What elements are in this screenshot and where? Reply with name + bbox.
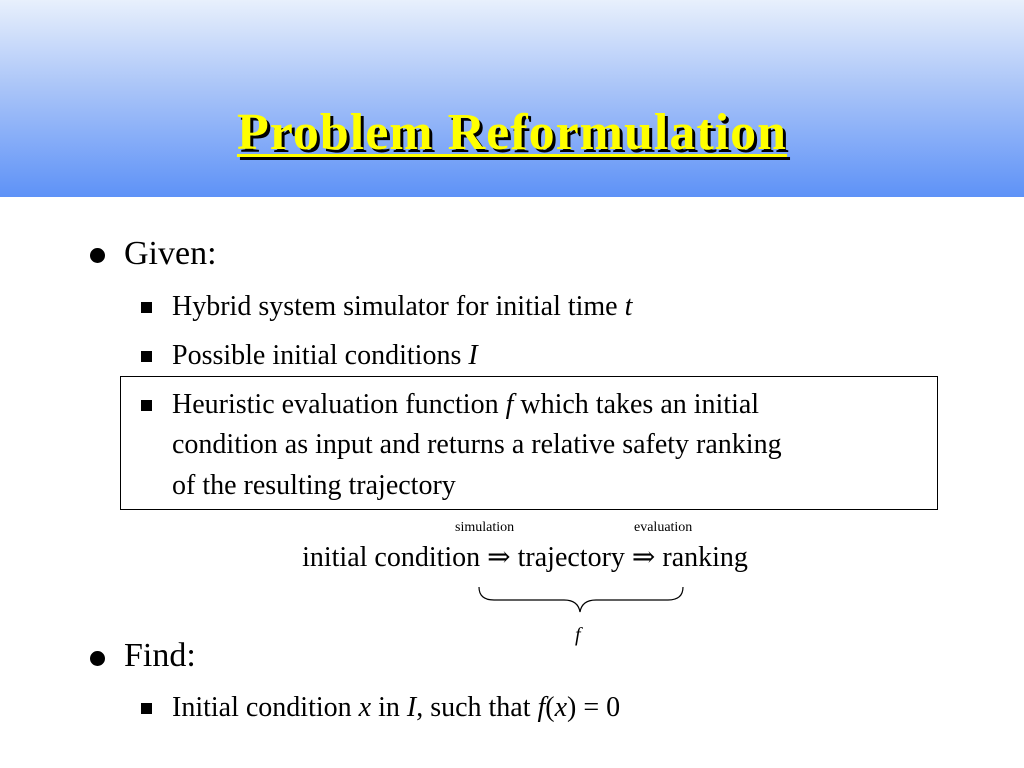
- simulation-label: simulation: [455, 520, 515, 535]
- bullet-dot-find: [90, 651, 105, 666]
- bullet-square-4: [141, 703, 152, 714]
- given-item-heuristic-line1: [172, 385, 759, 425]
- given-item-heuristic-line3: of the resulting trajectory: [172, 470, 456, 501]
- heuristic-text-b: which takes an initial: [513, 389, 760, 420]
- find-text-3: , such that: [416, 692, 538, 723]
- given-item-heuristic-line2: condition as input and returns a relative safety ranking: [172, 429, 782, 460]
- given-label: Given:: [124, 235, 217, 272]
- flow-term-initial-condition: initial condition: [302, 542, 481, 573]
- brace-label-f: f: [575, 624, 581, 646]
- find-item: [172, 688, 620, 728]
- given-item-conditions-text: Possible initial conditions: [172, 340, 469, 371]
- given-item-simulator-text: Hybrid system simulator for initial time: [172, 291, 625, 322]
- evaluation-label: evaluation: [634, 520, 693, 535]
- find-text-5: ) = 0: [567, 692, 621, 723]
- find-text-4: (: [545, 692, 555, 723]
- var-t: t: [624, 291, 633, 322]
- bullet-square-3: [141, 400, 152, 411]
- var-I: I: [406, 692, 417, 723]
- bullet-dot-given: [90, 248, 105, 263]
- flow-term-trajectory: trajectory: [517, 542, 625, 573]
- flow-equation: [200, 538, 850, 578]
- slide-title: Problem Reformulation: [236, 104, 788, 161]
- bullet-square-1: [141, 302, 152, 313]
- var-x: x: [554, 692, 568, 723]
- given-item-simulator: [172, 287, 632, 327]
- flow-term-ranking: ranking: [662, 542, 748, 573]
- implies-arrow-icon: ⇒: [631, 542, 656, 573]
- bullet-square-2: [141, 351, 152, 362]
- var-I: I: [468, 340, 478, 371]
- implies-arrow-icon: ⇒: [487, 542, 511, 573]
- find-text-1: Initial condition: [172, 692, 359, 723]
- given-item-conditions: [172, 336, 478, 376]
- title-banner: [0, 0, 1024, 197]
- find-text-2: in: [371, 692, 407, 723]
- var-f: f: [537, 692, 546, 723]
- heuristic-text-a: Heuristic evaluation function: [172, 389, 506, 420]
- var-x: x: [358, 692, 372, 723]
- var-f: f: [505, 389, 514, 420]
- underbrace-icon: [472, 585, 692, 615]
- find-label: Find:: [124, 637, 196, 674]
